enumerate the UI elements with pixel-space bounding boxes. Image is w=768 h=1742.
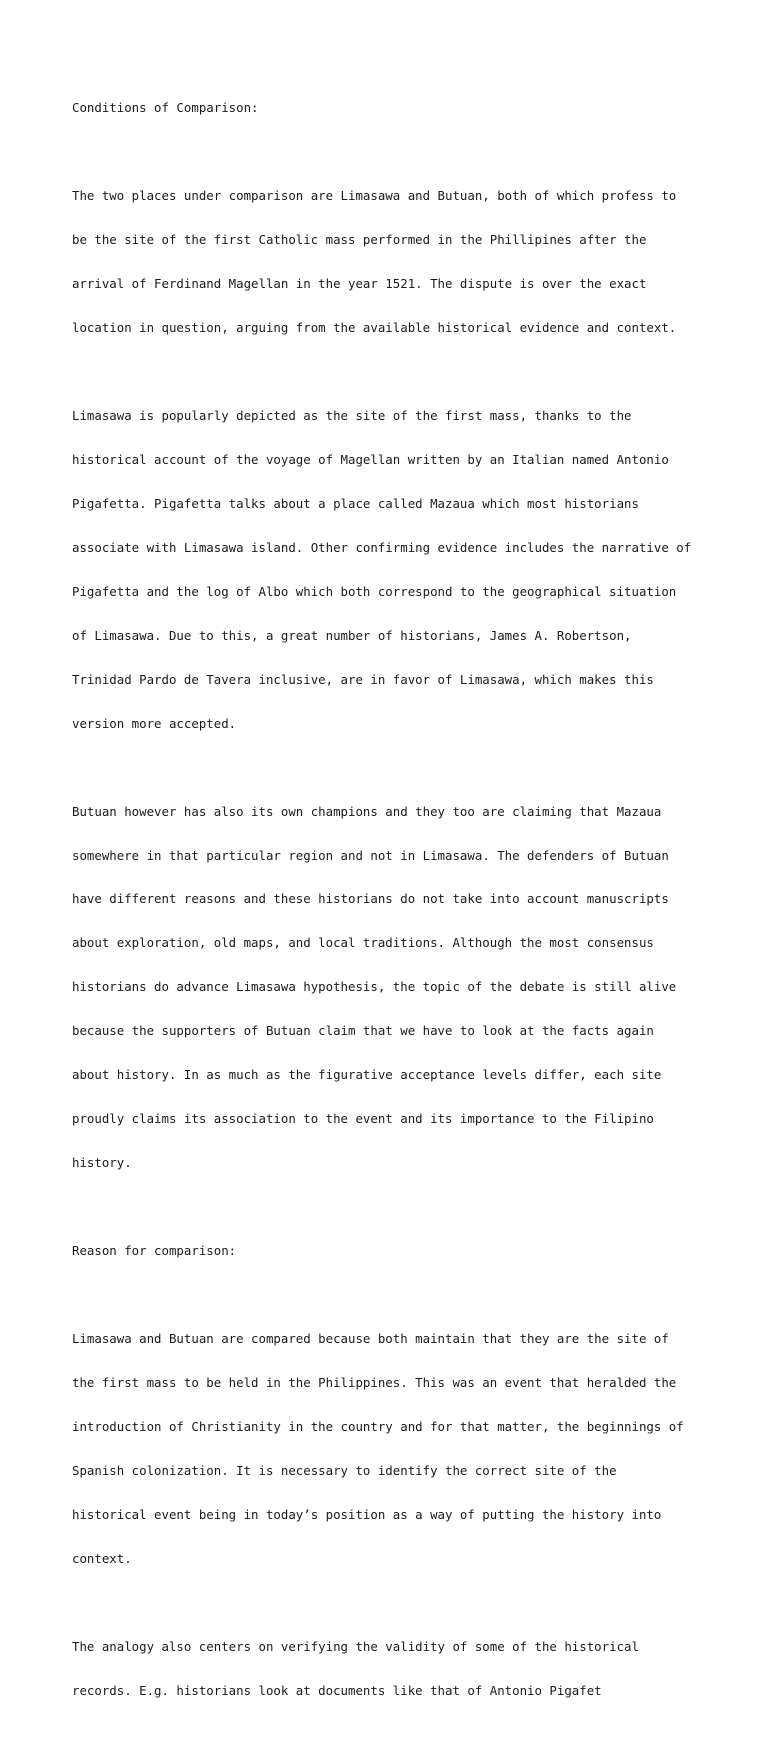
text-line: be the site of the first Catholic mass performed in the Phillipines after the xyxy=(72,232,647,248)
text-line: have different reasons and these historians do not take into account manuscripts xyxy=(72,891,669,907)
text-line: historians do advance Limasawa hypothesis, the topic of the debate is still alive xyxy=(72,979,677,995)
text-line: Pigafetta. Pigafetta talks about a place called Mazaua which most historians xyxy=(72,495,639,511)
text-line: Limasawa and Butuan are compared because both maintain that they are the site of xyxy=(72,1331,669,1346)
heading-reason xyxy=(72,1215,752,1288)
text-line: Spanish colonization. It is necessary to identify the correct site of the xyxy=(72,1462,617,1478)
text-line: context. xyxy=(72,1550,132,1566)
text-line: because the supporters of Butuan claim that we have to look at the facts again xyxy=(72,1023,654,1039)
text-line: Reason for comparison: xyxy=(72,1243,237,1259)
paragraph-conditions-intro xyxy=(72,160,752,365)
text-line: Trinidad Pardo de Tavera inclusive, are in favor of Limasawa, which makes this xyxy=(72,671,654,687)
text-line: about history. In as much as the figurative acceptance levels differ, each site xyxy=(72,1067,662,1083)
text-line: historical account of the voyage of Magellan written by an Italian named Antonio xyxy=(72,451,669,467)
heading-conditions xyxy=(72,72,752,145)
paragraph-analogy xyxy=(72,1610,752,1727)
text-line: arrival of Ferdinand Magellan in the year 1521. The dispute is over the exact xyxy=(72,276,647,292)
document-page xyxy=(72,72,752,1742)
text-line: Butuan however has also its own champions and they too are claiming that Mazaua xyxy=(72,803,662,819)
text-line: historical event being in today’s position as a way of putting the history into xyxy=(72,1506,662,1522)
text-line: location in question, arguing from the available historical evidence and context. xyxy=(72,320,677,336)
text-line: Conditions of Comparison: xyxy=(72,100,259,116)
paragraph-butuan xyxy=(72,775,752,1200)
text-line: The two places under comparison are Limasawa and Butuan, both of which profess to xyxy=(72,188,677,204)
text-line: about exploration, old maps, and local traditions. Although the most consensus xyxy=(72,935,654,951)
text-line: the first mass to be held in the Philippines. This was an event that heralded the xyxy=(72,1374,677,1390)
paragraph-limasawa xyxy=(72,380,752,761)
text-line: history. xyxy=(72,1155,132,1171)
paragraph-reason xyxy=(72,1303,752,1596)
text-line: of Limasawa. Due to this, a great number of historians, James A. Robertson, xyxy=(72,627,632,643)
text-line: Limasawa is popularly depicted as the site of the first mass, thanks to the xyxy=(72,407,632,423)
text-line: Pigafetta and the log of Albo which both correspond to the geographical situation xyxy=(72,583,677,599)
text-line: somewhere in that particular region and not in Limasawa. The defenders of Butuan xyxy=(72,847,669,863)
text-line: records. E.g. historians look at documents like that of Antonio Pigafet xyxy=(72,1682,602,1698)
text-line: proudly claims its association to the event and its importance to the Filipino xyxy=(72,1111,654,1127)
text-line: introduction of Christianity in the country and for that matter, the beginnings of xyxy=(72,1418,684,1434)
text-line: The analogy also centers on verifying the validity of some of the historical xyxy=(72,1638,639,1654)
text-line: version more accepted. xyxy=(72,715,237,731)
text-line: associate with Limasawa island. Other confirming evidence includes the narrative of xyxy=(72,539,692,555)
